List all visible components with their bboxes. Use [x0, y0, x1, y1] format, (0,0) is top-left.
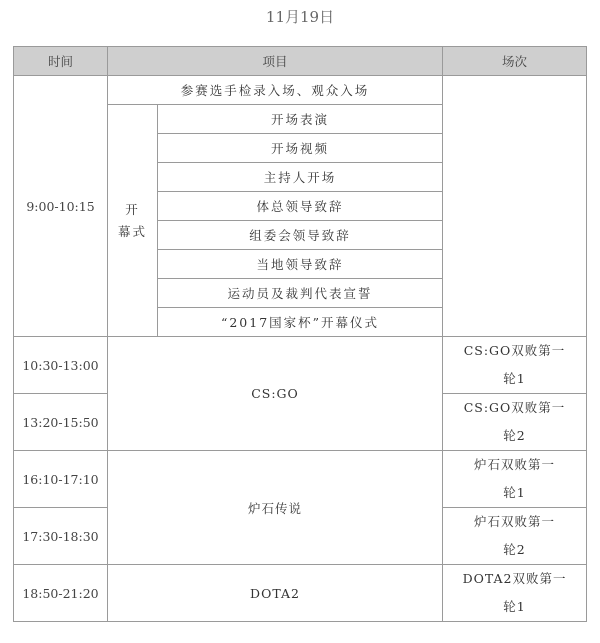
schedule-table [13, 46, 587, 622]
opening-session-empty [443, 76, 587, 337]
match-game: DOTA2 [108, 565, 443, 622]
ceremony-label-line1: 开 [125, 201, 140, 217]
match-round [443, 337, 587, 394]
table-row [14, 451, 587, 508]
date-title: 11月19日 [265, 8, 335, 26]
opening-time: 9:00-10:15 [14, 76, 108, 337]
match-round [443, 394, 587, 451]
table-row [14, 337, 587, 394]
ceremony-item: “2017国家杯”开幕仪式 [158, 308, 443, 337]
ceremony-item: 当地领导致辞 [158, 250, 443, 279]
match-time: 16:10-17:10 [14, 451, 108, 508]
match-round-line2: 轮1 [503, 599, 526, 614]
table-row [14, 565, 587, 622]
header-item: 项目 [108, 47, 443, 76]
ceremony-item: 开场视频 [158, 134, 443, 163]
match-time: 13:20-15:50 [14, 394, 108, 451]
header-time: 时间 [14, 47, 108, 76]
ceremony-item: 主持人开场 [158, 163, 443, 192]
match-round-line1: DOTA2双败第一 [462, 571, 567, 586]
match-round [443, 451, 587, 508]
ceremony-item: 体总领导致辞 [158, 192, 443, 221]
match-game: CS:GO [108, 337, 443, 451]
match-round-line1: CS:GO双败第一 [463, 400, 566, 415]
header-session: 场次 [443, 47, 587, 76]
table-row [14, 76, 587, 105]
match-game: 炉石传说 [108, 451, 443, 565]
match-round-line2: 轮2 [503, 428, 526, 443]
match-round-line1: 炉石双败第一 [474, 457, 556, 472]
match-time: 10:30-13:00 [14, 337, 108, 394]
match-round-line1: 炉石双败第一 [474, 514, 556, 529]
match-round [443, 565, 587, 622]
ceremony-item: 运动员及裁判代表宣誓 [158, 279, 443, 308]
opening-first-item: 参赛选手检录入场、观众入场 [108, 76, 443, 105]
match-time: 18:50-21:20 [14, 565, 108, 622]
match-round [443, 508, 587, 565]
header-row [14, 47, 587, 76]
match-round-line2: 轮2 [503, 542, 526, 557]
match-time: 17:30-18:30 [14, 508, 108, 565]
ceremony-item: 组委会领导致辞 [158, 221, 443, 250]
ceremony-label [108, 105, 158, 337]
match-round-line2: 轮1 [503, 371, 526, 386]
ceremony-item: 开场表演 [158, 105, 443, 134]
match-round-line1: CS:GO双败第一 [463, 343, 566, 358]
ceremony-label-line2: 幕式 [117, 223, 147, 239]
match-round-line2: 轮1 [503, 485, 526, 500]
